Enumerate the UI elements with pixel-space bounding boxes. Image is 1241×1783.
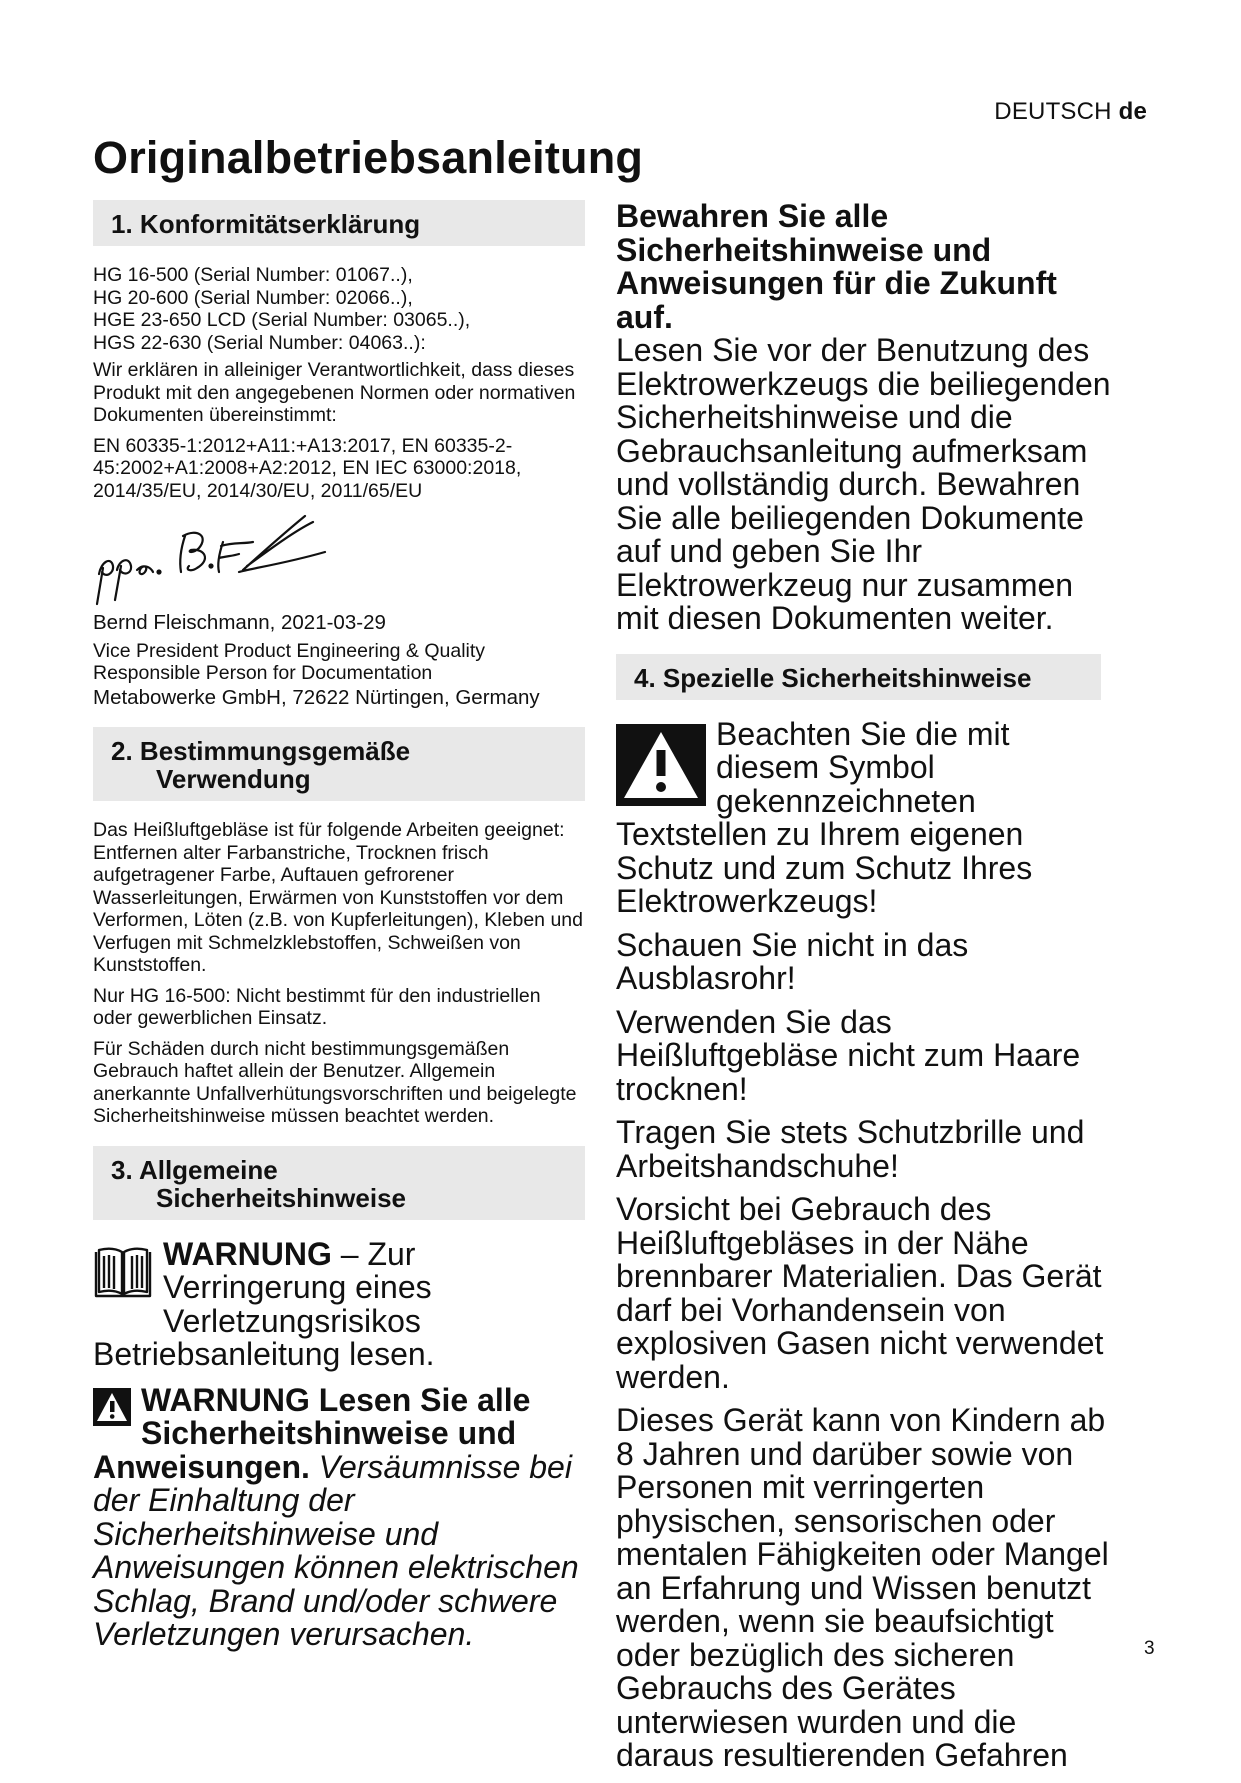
symbol-note-text: Beachten Sie die mit diesem Symbol gekennzeichneten Textstellen zu Ihrem eigenen Schutz und zum Schutz Ihres Elektrowerkzeugs! [616, 715, 1033, 919]
usage-list: Entfernen alter Farbanstriche, Trocknen frisch aufgetragener Farbe, Auftauen gefrorener Wasserleitungen, Erwärmen von Kunststoffen vor dem Verformen, Löten (z.B. von Kupferleitungen), Kleben und Verfugen mit Schmelzklebstoffen, Schweißen von Kunststoffen. [93, 841, 583, 976]
document-title: Originalbetriebsanleitung [93, 132, 644, 183]
language-code: de [1118, 98, 1147, 125]
signatory-position: Vice President Product Engineering & Quality [93, 639, 486, 662]
section-2-number: 2. [111, 736, 133, 766]
safety-note-2: Verwenden Sie das Heißluftgebläse nicht zum Haare trocknen! [616, 1003, 1081, 1107]
language-name: DEUTSCH [994, 98, 1112, 125]
book-icon [93, 1244, 153, 1309]
model-line: HGE 23-650 LCD (Serial Number: 03065..), [93, 309, 471, 331]
model-line: HG 16-500 (Serial Number: 01067..), [93, 264, 413, 286]
company-address: Metabowerke GmbH, 72622 Nürtingen, Germany [93, 685, 540, 709]
section-4-number: 4. [634, 662, 656, 693]
left-column [93, 200, 585, 1652]
warning-label: WARNUNG [163, 1235, 332, 1272]
section-3-title-line1: Allgemeine [138, 1154, 278, 1185]
warning-text: – Zur Verringerung eines Verletzungsrisikos Betriebsanleitung lesen. [93, 1235, 435, 1372]
model-line: HG 20-600 (Serial Number: 02066..), [93, 286, 413, 309]
section-1-number: 1. [111, 209, 133, 239]
model-list [93, 264, 585, 354]
right-column [616, 200, 1116, 1783]
safety-note-5: Dieses Gerät kann von Kindern ab 8 Jahren und darüber sowie von Personen mit verringerten physischen, sensorischen oder mentalen Fähigkeiten oder Mangel an Erfahrung und Wissen benutzt werden, wenn sie beaufsichtigt oder bezüglich des sicheren Gebrauchs des Gerätes unterwiesen wurden und die daraus resultierenden Gefahren [616, 1402, 1109, 1773]
keep-instructions-text: Lesen Sie vor der Benutzung des Elektrowerkzeugs die beiliegenden Sicherheitshinweise und die Gebrauchsanleitung aufmerksam und vollständig durch. Bewahren Sie alle beiliegenden Dokumente auf und geben Sie Ihr Elektrowerkzeug nur zusammen mit diesen Dokumenten weiter. [616, 332, 1111, 636]
section-3-number: 3. [111, 1154, 133, 1185]
section-4-heading [616, 654, 1101, 700]
section-2-title-line1: Bestimmungsgemäße [139, 736, 411, 766]
signatory-name: Bernd Fleischmann, 2021-03-29 [93, 611, 386, 634]
warning-read-all [93, 1381, 585, 1652]
safety-note-4: Vorsicht bei Gebrauch des Heißluftgebläses in der Nähe brennbarer Materialien. Das Gerät darf bei Vorhandensein von explosiven Gasen nicht verwendet werden. [616, 1191, 1104, 1395]
language-label [994, 98, 1147, 126]
section-4-title: Spezielle Sicherheitshinweise [662, 662, 1032, 693]
warning-read-manual [93, 1235, 585, 1372]
keep-instructions-heading: Bewahren Sie alle Sicherheitshinweise und Anweisungen für die Zukunft auf. [616, 198, 1057, 335]
symbol-note [616, 715, 1116, 919]
signatory-responsibility: Responsible Person for Documentation [93, 662, 433, 684]
usage-restriction: Nur HG 16-500: Nicht bestimmt für den industriellen oder gewerblichen Einsatz. [93, 984, 541, 1029]
warning-all-italic: Versäumnisse bei der Einhaltung der Sicherheitshinweise und Anweisungen können elektrischen Schlag, Brand und/oder schwere Verletzungen verursachen. [93, 1448, 579, 1652]
section-1-title: Konformitätserklärung [139, 209, 421, 239]
section-1-heading [93, 200, 585, 246]
safety-note-3: Tragen Sie stets Schutzbrille und Arbeitshandschuhe! [616, 1114, 1085, 1184]
model-line: HGS 22-630 (Serial Number: 04063..): [93, 331, 426, 354]
page-number: 3 [1144, 1638, 1155, 1659]
section-2-heading [93, 727, 585, 801]
section-3-title-line2: Sicherheitshinweise [156, 1182, 406, 1213]
warning-triangle-icon [93, 1388, 131, 1433]
declaration-text: Wir erklären in alleiniger Verantwortlichkeit, dass dieses Produkt mit den angegebenen Normen oder normativen Dokumenten übereinstimmt: [93, 359, 576, 426]
section-3-heading [93, 1146, 585, 1220]
usage-intro: Das Heißluftgebläse ist für folgende Arbeiten geeignet: [93, 819, 565, 841]
warning-all-bold: WARNUNG Lesen Sie alle Sicherheitshinweise und Anweisungen. [93, 1381, 531, 1485]
signature [93, 512, 585, 612]
safety-note-1: Schauen Sie nicht in das Ausblasrohr! [616, 926, 969, 996]
warning-triangle-icon [616, 724, 706, 813]
usage-liability: Für Schäden durch nicht bestimmungsgemäßen Gebrauch haftet allein der Benutzer. Allgemein anerkannte Unfallverhütungsvorschriften und beigelegte Sicherheitshinweise müssen beachtet werden. [93, 1037, 577, 1127]
section-2-title-line2: Verwendung [156, 764, 311, 794]
standards-text: EN 60335-1:2012+A11:+A13:2017, EN 60335-2-45:2002+A1:2008+A2:2012, EN IEC 63000:2018, 2014/35/EU, 2014/30/EU, 2011/65/EU [93, 434, 522, 502]
signature-image [93, 512, 353, 612]
